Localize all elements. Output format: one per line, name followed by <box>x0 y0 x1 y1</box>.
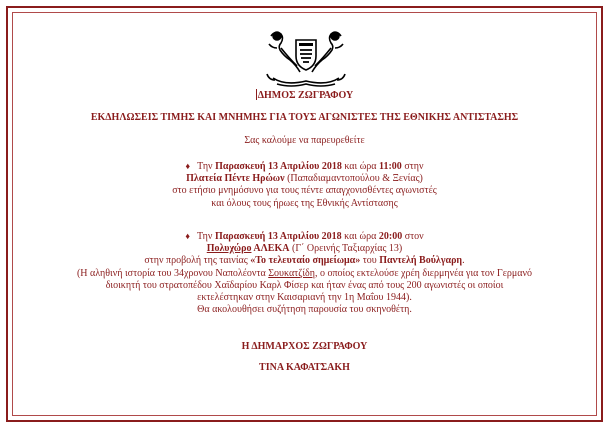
event-1 <box>14 160 595 210</box>
event-1-venue-line: Πλατεία Πέντε Ηρώων (Παπαδιαμαντοπούλου & Ξενίας) <box>186 173 423 185</box>
invitation <box>14 14 595 414</box>
event-1-description-2: και όλους τους ήρωες της Εθνικής Αντίστασης <box>211 197 398 209</box>
text-cursor <box>256 89 257 100</box>
municipality-name: ΔΗΜΟΣ ΖΩΓΡΑΦΟΥ <box>257 90 354 101</box>
event-2-discussion: Θα ακολουθήσει συζήτηση παρουσία του σκηνοθέτη. <box>197 304 412 316</box>
event-2-story-line-1: (Η αληθινή ιστορία του 34χρονου Ναπολέοντα Σουκατζίδη, ο οποίος εκτελούσε χρέη διερμηνέα για τον Γερμανό <box>76 267 533 279</box>
signature-name: ΤΙΝΑ ΚΑΦΑΤΣΑΚΗ <box>259 362 350 373</box>
bullet-icon: ♦ <box>185 161 191 171</box>
event-1-description: στο ετήσιο μνημόσυνο για τους πέντε απαγχονισθέντες αγωνιστές <box>172 185 437 197</box>
bullet-icon: ♦ <box>185 231 190 241</box>
event-2-date-line: ♦ Την Παρασκευή 13 Απριλίου 2018 και ώρα 20:00 στον <box>185 231 424 242</box>
event-headline: ΕΚΔΗΛΩΣΕΙΣ ΤΙΜΗΣ ΚΑΙ ΜΝΗΜΗΣ ΓΙΑ ΤΟΥΣ ΑΓΩΝΙΣΤΕΣ ΤΗΣ ΕΘΝΙΚΗΣ ΑΝΤΙΣΤΑΣΗΣ <box>90 112 519 123</box>
invitation-line: Σας καλούμε να παρευρεθείτε <box>244 135 365 146</box>
event-2-film-line: στην προβολή της ταινίας «Το τελευταίο σημείωμα» του Παντελή Βούλγαρη. <box>144 255 465 267</box>
municipality-emblem-icon <box>263 28 349 90</box>
event-2-story-line-2: διοικητή του στρατοπέδου Χαϊδαρίου Καρλ Φίσερ και ήταν ένας από τους 200 αγωνιστές οι οποίοι <box>105 279 504 291</box>
signature-title: Η ΔΗΜΑΡΧΟΣ ΖΩΓΡΑΦΟΥ <box>241 341 368 352</box>
event-2 <box>14 230 595 316</box>
event-1-date-line: ♦ Την Παρασκευή 13 Απριλίου 2018 και ώρα 11:00 στην <box>185 161 424 172</box>
event-2-story-line-3: εκτελέστηκαν στην Καισαριανή την 1η Μαΐου 1944). <box>197 292 412 304</box>
event-2-venue-line: Πολυχώρο ΑΛΕΚΑ (Γ΄ Ορεινής Ταξιαρχίας 13) <box>206 243 403 255</box>
